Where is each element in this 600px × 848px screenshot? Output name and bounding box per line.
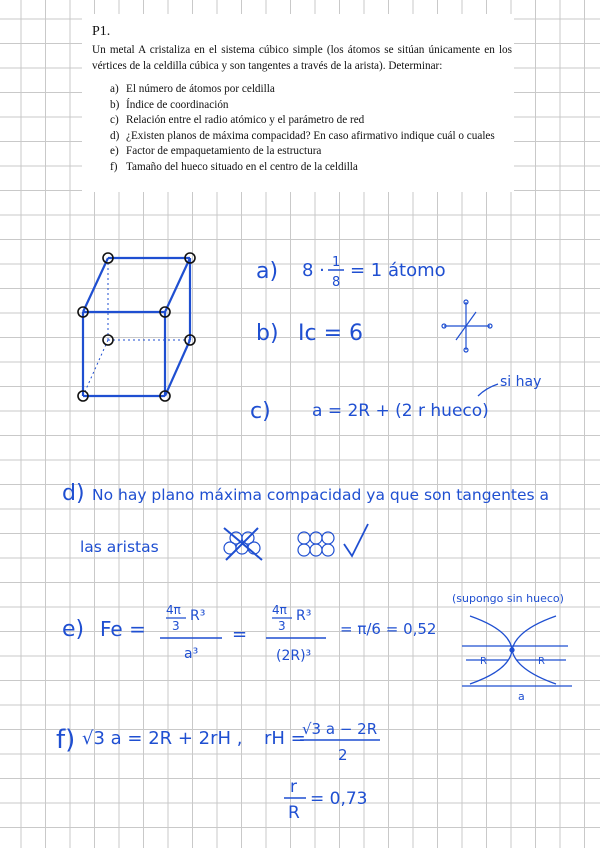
tangent-circles-sketch [462, 616, 572, 686]
answer-b-eq: Ic = 6 [298, 321, 364, 346]
question-text: Factor de empaquetamiento de la estructura [126, 145, 322, 157]
answer-d-line2: las aristas [80, 538, 159, 556]
packing-sketch-correct [298, 524, 368, 556]
answer-c-note: si hay [500, 374, 542, 390]
answer-f-eq2-den: 2 [338, 746, 348, 764]
question-label: b) [110, 98, 120, 111]
answer-e-note: (supongo sin hueco) [452, 592, 564, 605]
answer-c-eq: a = 2R + (2 r hueco) [312, 401, 489, 421]
answer-e-label: e) [62, 617, 85, 642]
answer-c-label: c) [250, 399, 271, 424]
equals-sign: = [232, 624, 248, 645]
answer-e-num1b: 3 [172, 619, 180, 633]
answer-d-label: d) [62, 481, 85, 506]
cubic-cell-drawing [78, 253, 195, 401]
answer-a-label: a) [256, 259, 279, 284]
answer-a-eq-end: = 1 átomo [350, 260, 446, 281]
answer-f-eq1: √3 a = 2R + 2rH , [82, 728, 243, 749]
dimension-a: a [518, 690, 525, 703]
question-text: Relación entre el radio atómico y el parámetro de red [126, 114, 365, 126]
coordination-sketch [442, 300, 492, 352]
answer-e-result: = π/6 = 0,52 [340, 620, 437, 638]
atom-circles [78, 253, 195, 401]
answer-e-den1: a³ [184, 646, 199, 662]
answer-a-frac-den: 8 [332, 275, 341, 290]
answer-a-frac-num: 1 [332, 255, 341, 270]
question-label: f) [110, 160, 118, 173]
answer-b-label: b) [256, 321, 279, 346]
dimension-r-right: R [538, 656, 545, 667]
question-label: c) [110, 114, 119, 126]
answer-f-ratio-num: r [290, 777, 297, 797]
question-text: El número de átomos por celdilla [126, 83, 275, 95]
answer-d-line1: No hay plano máxima compacidad ya que son tangentes a [92, 486, 550, 504]
answer-a-eq-start: 8 · [302, 260, 325, 281]
question-text: ¿Existen planos de máxima compacidad? En caso afirmativo indique cuál o cuales [126, 129, 495, 142]
packing-sketch-crossed [224, 528, 262, 560]
question-text: Tamaño del hueco situado en el centro de la celdilla [126, 160, 358, 173]
answer-f-ratio-den: R [288, 803, 300, 823]
question-text: Índice de coordinación [126, 98, 229, 111]
answer-e-num2: 4π [272, 603, 287, 617]
answer-f-ratio-val: = 0,73 [310, 789, 368, 809]
problem-statement: Un metal A cristaliza en el sistema cúbico simple (los átomos se sitúan únicamente en los vértices de la celdilla cúbica y son tangentes a través de la arista). Determinar: [92, 44, 512, 72]
answer-e-num2b: 3 [278, 619, 286, 633]
answer-f-eq2-lhs: rH = [264, 728, 306, 749]
answer-e-num2c: R³ [296, 608, 312, 624]
question-label: e) [110, 145, 119, 157]
dimension-r-left: R [480, 656, 487, 667]
question-label: d) [110, 129, 120, 142]
answer-e-num1c: R³ [190, 608, 206, 624]
answer-f-eq2-num: √3 a − 2R [302, 720, 378, 738]
problem-title: P1. [92, 24, 111, 39]
answer-f-label: f) [56, 725, 76, 755]
answer-e-lhs: Fe = [100, 617, 146, 641]
answer-e-den2: (2R)³ [276, 648, 312, 664]
question-label: a) [110, 83, 119, 95]
answer-e-num1: 4π [166, 603, 181, 617]
note-arrow [478, 384, 498, 396]
